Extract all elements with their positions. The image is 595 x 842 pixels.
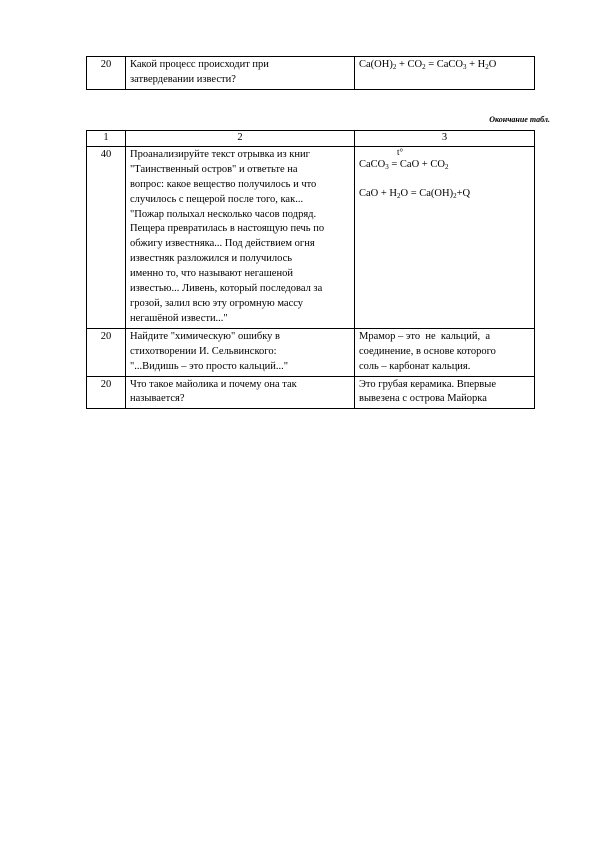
equation: $Ca(OH)_2 + CO_2$ = CaCO$_3$ + $H_2O$ — [359, 59, 497, 71]
column-header: 1 — [87, 131, 126, 147]
table-row — [87, 57, 535, 90]
answer-cell: Это грубая керамика. Впервые вывезена с острова Майорка — [355, 376, 535, 409]
points-cell: 20 — [87, 376, 126, 409]
answer-cell — [355, 57, 535, 90]
equation: CaO + $H_2O = Ca(OH)_2+Q$ — [359, 187, 471, 200]
table-row — [87, 146, 535, 328]
column-header: 3 — [355, 131, 535, 147]
answer-cell — [355, 146, 535, 328]
equation: CaCO$_3$ = CaO + $CO_2$ — [359, 158, 449, 171]
question-cell: Какой процесс происходит при затвердевании извести? — [126, 57, 355, 90]
header-row — [87, 131, 535, 147]
points-cell: 20 — [87, 328, 126, 376]
points-cell: 20 — [87, 57, 126, 90]
temperature-mark: t° — [397, 146, 404, 157]
top-table — [86, 56, 535, 90]
question-cell: Проанализируйте текст отрывка из книг "Таинственный остров" и ответьте на вопрос: какое вещество получилось и что случилось с пещерой после того, как... "Пожар полыхал несколько часов подряд. Пещера превратилась в настоящую печь по обжигу известняка... Под действием огня известняк разложился и получилось именно то, что называют негашеной известью... Ливень, который последовал за грозой, залил всю эту огромную массу негашёной извести..." — [126, 146, 355, 328]
table-row — [87, 376, 535, 409]
question-cell: Найдите "химическую" ошибку в стихотворении И. Сельвинского: "...Видишь – это просто кальций..." — [126, 328, 355, 376]
table-row — [87, 328, 535, 376]
question-cell: Что такое майолика и почему она так называется? — [126, 376, 355, 409]
column-header: 2 — [126, 131, 355, 147]
table-caption: Окончание табл. — [489, 115, 550, 124]
main-table — [86, 130, 535, 409]
answer-cell: Мрамор – это не кальций, а соединение, в основе которого соль – карбонат кальция. — [355, 328, 535, 376]
points-cell: 40 — [87, 146, 126, 328]
